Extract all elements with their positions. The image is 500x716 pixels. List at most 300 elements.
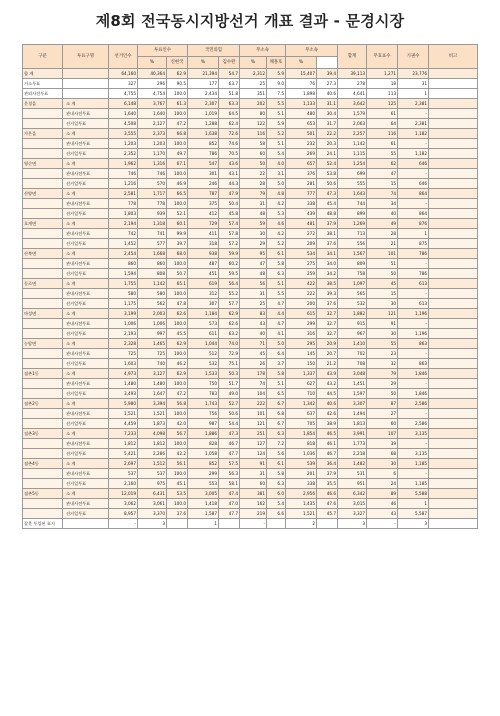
table-cell: 15,407: [286, 69, 317, 79]
table-cell: 1,512: [138, 459, 167, 469]
table-cell: 49: [367, 219, 398, 229]
table-cell: 3,199: [109, 309, 138, 319]
table-cell: 451: [188, 269, 219, 279]
table-cell: 537: [138, 469, 167, 479]
table-cell: 860: [109, 259, 138, 269]
table-cell: 31: [240, 199, 267, 209]
table-cell: [63, 89, 109, 99]
table-cell: 62.9: [167, 369, 188, 379]
table-cell: 5.1: [267, 279, 286, 289]
table-row: [23, 279, 478, 289]
table-cell: [429, 519, 478, 529]
table-cell: 338: [286, 479, 317, 489]
table-cell: 9.0: [267, 79, 286, 89]
table-cell: 729: [188, 219, 219, 229]
table-cell: 1,452: [109, 239, 138, 249]
table-cell: 27: [367, 409, 398, 419]
table-cell: 25: [240, 79, 267, 89]
table-cell: 6.1: [267, 459, 286, 469]
table-cell: 산북면: [23, 249, 63, 259]
table-cell: 1,170: [138, 149, 167, 159]
table-cell: 100.0: [167, 319, 188, 329]
table-cell: 5.1: [267, 139, 286, 149]
table-cell: 34: [367, 199, 398, 209]
table-cell: 관내사전투표: [63, 169, 109, 179]
table-cell: 23,776: [398, 69, 429, 79]
table-cell: 725: [109, 349, 138, 359]
table-row: [23, 239, 478, 249]
table-cell: 124: [240, 449, 267, 459]
table-cell: 5.5: [267, 289, 286, 299]
table-cell: 100.0: [167, 109, 188, 119]
table-cell: 5.0: [267, 179, 286, 189]
table-cell: -: [398, 109, 429, 119]
table-cell: 점촌4동: [23, 459, 63, 469]
table-cell: 2,193: [109, 329, 138, 339]
table-cell: 1,418: [188, 499, 219, 509]
table-cell: 32: [367, 359, 398, 369]
table-row: [23, 289, 478, 299]
table-cell: 47.2: [167, 389, 188, 399]
table-cell: 소 계: [63, 339, 109, 349]
table-cell: 746: [109, 169, 138, 179]
table-cell: 선거일투표: [63, 179, 109, 189]
table-cell: 1,182: [398, 129, 429, 139]
table-cell: 5.3: [267, 209, 286, 219]
table-cell: 57.8: [219, 229, 240, 239]
table-cell: 40: [367, 209, 398, 219]
table-cell: 708: [338, 359, 367, 369]
table-cell: 553: [188, 479, 219, 489]
table-cell: 1,410: [338, 339, 367, 349]
table-cell: 64,160: [109, 69, 138, 79]
table-cell: 200: [286, 299, 317, 309]
table-cell: 539: [286, 459, 317, 469]
table-cell: 1,133: [286, 99, 317, 109]
table-cell: 60: [240, 149, 267, 159]
table-cell: 83: [240, 309, 267, 319]
table-row: [23, 179, 478, 189]
table-cell: 615: [286, 309, 317, 319]
table-cell: [429, 259, 478, 269]
table-cell: -: [398, 469, 429, 479]
table-row: [23, 249, 478, 259]
table-cell: 6.6: [267, 509, 286, 519]
table-cell: [23, 409, 63, 419]
table-cell: 58.1: [219, 479, 240, 489]
table-cell: 1,873: [138, 419, 167, 429]
table-cell: [429, 169, 478, 179]
table-cell: 47.7: [219, 509, 240, 519]
table-row: [23, 259, 478, 269]
table-cell: 47.3: [317, 189, 338, 199]
table-cell: 1,006: [138, 319, 167, 329]
table-cell: 1,603: [109, 359, 138, 369]
table-cell: [429, 189, 478, 199]
table-cell: [429, 129, 478, 139]
table-cell: 422: [286, 279, 317, 289]
table-cell: [429, 509, 478, 519]
header-abstain: 기권수: [398, 45, 429, 69]
table-cell: 852: [188, 139, 219, 149]
table-cell: 296: [138, 79, 167, 89]
table-cell: 51: [367, 259, 398, 269]
table-cell: 55.2: [219, 289, 240, 299]
table-row: [23, 439, 478, 449]
table-cell: 565: [338, 289, 367, 299]
table-cell: 51.7: [219, 379, 240, 389]
table-cell: [429, 199, 478, 209]
table-cell: 62.9: [167, 339, 188, 349]
table-cell: 63.3: [219, 99, 240, 109]
table-cell: 31.7: [317, 119, 338, 129]
table-cell: 60.2: [219, 259, 240, 269]
table-cell: 관내사전투표: [63, 259, 109, 269]
table-cell: 80: [240, 109, 267, 119]
table-cell: 2,194: [109, 219, 138, 229]
table-cell: 42.0: [167, 419, 188, 429]
table-cell: 1,435: [286, 499, 317, 509]
table-cell: 90.5: [167, 79, 188, 89]
table-cell: [429, 149, 478, 159]
table-cell: 1,579: [338, 109, 367, 119]
table-cell: 125: [367, 99, 398, 109]
table-cell: 828: [188, 439, 219, 449]
table-cell: 46.7: [317, 449, 338, 459]
table-cell: [23, 469, 63, 479]
table-cell: 2,312: [240, 69, 267, 79]
table-cell: [429, 179, 478, 189]
table-row: [23, 309, 478, 319]
table-cell: 4.4: [267, 309, 286, 319]
table-cell: 1,480: [138, 379, 167, 389]
table-cell: 91: [240, 459, 267, 469]
table-cell: 501: [286, 129, 317, 139]
table-cell: [429, 329, 478, 339]
table-cell: 40.6: [317, 89, 338, 99]
table-cell: 113: [367, 89, 398, 99]
table-cell: 705: [286, 419, 317, 429]
table-cell: 44.3: [219, 179, 240, 189]
table-cell: 50.4: [219, 199, 240, 209]
table-cell: 호계면: [23, 219, 63, 229]
table-cell: 57.5: [219, 459, 240, 469]
table-cell: 36.4: [317, 459, 338, 469]
table-cell: 987: [188, 419, 219, 429]
table-row: [23, 409, 478, 419]
table-cell: 5.1: [267, 109, 286, 119]
table-cell: 1: [398, 89, 429, 99]
table-cell: 351: [240, 89, 267, 99]
header-electorate: 선거인수: [109, 45, 138, 69]
table-cell: 100.0: [167, 139, 188, 149]
table-cell: 선거일투표: [63, 269, 109, 279]
table-cell: 1: [188, 519, 219, 529]
table-cell: 72.6: [219, 129, 240, 139]
header-sum: 합계: [338, 45, 367, 69]
table-cell: 21.2: [317, 359, 338, 369]
table-cell: 40,364: [138, 69, 167, 79]
table-cell: 29: [367, 379, 398, 389]
table-cell: 3,135: [398, 449, 429, 459]
table-cell: [429, 119, 478, 129]
table-row: [23, 129, 478, 139]
table-cell: 4.2: [267, 229, 286, 239]
table-cell: 30: [367, 459, 398, 469]
table-cell: 55: [367, 339, 398, 349]
table-cell: 5.2: [267, 129, 286, 139]
table-cell: 60: [240, 479, 267, 489]
table-cell: 선거일투표: [63, 299, 109, 309]
table-cell: 1: [398, 229, 429, 239]
table-cell: [23, 139, 63, 149]
table-cell: 746: [138, 169, 167, 179]
table-cell: 63.7: [219, 79, 240, 89]
table-cell: 1,019: [188, 109, 219, 119]
table-cell: 2,003: [138, 309, 167, 319]
table-cell: 3,767: [138, 99, 167, 109]
table-cell: 소 계: [63, 249, 109, 259]
table-cell: 53.8: [317, 169, 338, 179]
table-cell: [429, 459, 478, 469]
table-cell: 소 계: [63, 159, 109, 169]
table-row: [23, 469, 478, 479]
table-cell: 863: [398, 359, 429, 369]
table-cell: 42.6: [317, 409, 338, 419]
table-cell: 68.0: [167, 249, 188, 259]
table-cell: [429, 489, 478, 499]
table-cell: 100.0: [167, 499, 188, 509]
table-cell: 107: [367, 429, 398, 439]
table-cell: 50.6: [317, 179, 338, 189]
table-cell: 6.5: [267, 389, 286, 399]
table-cell: -: [398, 289, 429, 299]
table-cell: 778: [109, 199, 138, 209]
table-cell: 48: [240, 209, 267, 219]
table-cell: 1,482: [338, 459, 367, 469]
table-cell: 1,647: [138, 389, 167, 399]
table-cell: 45.4: [317, 199, 338, 209]
table-cell: 1,142: [138, 279, 167, 289]
table-cell: [429, 469, 478, 479]
table-cell: 1,097: [338, 279, 367, 289]
table-cell: 786: [398, 269, 429, 279]
table-cell: [23, 419, 63, 429]
table-cell: [23, 499, 63, 509]
table-cell: 소 계: [63, 429, 109, 439]
table-cell: 38.5: [317, 279, 338, 289]
table-cell: 162: [240, 499, 267, 509]
table-cell: 선거일투표: [63, 209, 109, 219]
table-cell: 915: [338, 319, 367, 329]
table-cell: 1,567: [338, 249, 367, 259]
table-cell: 2,307: [188, 99, 219, 109]
table-cell: 6,342: [338, 489, 367, 499]
table-cell: 점촌2동: [23, 399, 63, 409]
table-cell: [429, 339, 478, 349]
table-cell: [317, 519, 338, 529]
table-row: [23, 519, 478, 529]
table-cell: 37.6: [317, 299, 338, 309]
table-cell: 46.1: [317, 439, 338, 449]
table-cell: 46.6: [317, 489, 338, 499]
table-cell: 1,271: [367, 69, 398, 79]
table-cell: 42.2: [167, 449, 188, 459]
table-cell: 39.4: [317, 69, 338, 79]
table-cell: 3,015: [338, 499, 367, 509]
table-cell: [63, 79, 109, 89]
table-cell: 47: [240, 259, 267, 269]
table-cell: 64.5: [219, 109, 240, 119]
table-cell: 116: [367, 129, 398, 139]
table-row: [23, 269, 478, 279]
table-cell: [23, 209, 63, 219]
table-cell: [429, 439, 478, 449]
table-cell: 관내사전투표: [63, 349, 109, 359]
table-cell: -: [398, 409, 429, 419]
table-cell: 57.2: [219, 239, 240, 249]
table-cell: 246: [188, 179, 219, 189]
table-cell: 4,754: [138, 89, 167, 99]
table-cell: 74.0: [219, 339, 240, 349]
table-cell: -: [398, 169, 429, 179]
table-cell: 938: [188, 249, 219, 259]
table-cell: [429, 69, 478, 79]
table-cell: 49.0: [219, 389, 240, 399]
table-cell: 100.0: [167, 349, 188, 359]
table-cell: 72.9: [219, 349, 240, 359]
table-cell: 1,175: [109, 299, 138, 309]
table-cell: 338: [286, 199, 317, 209]
table-row: [23, 119, 478, 129]
table-cell: 34.0: [317, 259, 338, 269]
table-cell: 1,318: [138, 219, 167, 229]
table-cell: [429, 229, 478, 239]
table-cell: 관내사전투표: [63, 229, 109, 239]
table-cell: [429, 219, 478, 229]
table-cell: 1,882: [338, 309, 367, 319]
table-cell: 5.9: [267, 119, 286, 129]
table-cell: 24: [367, 479, 398, 489]
header-independent-1: 무소속: [240, 45, 286, 57]
table-cell: 59.9: [219, 249, 240, 259]
table-row: [23, 419, 478, 429]
table-cell: 62.4: [219, 119, 240, 129]
table-cell: 4.8: [267, 189, 286, 199]
table-cell: 222: [240, 399, 267, 409]
table-cell: 50.7: [167, 269, 188, 279]
table-cell: 4.1: [267, 329, 286, 339]
table-cell: 61.3: [167, 99, 188, 109]
table-cell: 232: [286, 139, 317, 149]
table-cell: 동로면: [23, 279, 63, 289]
table-row: [23, 189, 478, 199]
table-cell: 2,328: [109, 339, 138, 349]
table-cell: 2,257: [338, 129, 367, 139]
table-cell: 4,641: [338, 89, 367, 99]
table-cell: 44.5: [317, 389, 338, 399]
table-cell: 선거일투표: [63, 389, 109, 399]
table-cell: 2,381: [398, 99, 429, 109]
table-cell: 4,098: [138, 429, 167, 439]
table-cell: 소 계: [63, 309, 109, 319]
table-row: [23, 369, 478, 379]
table-cell: [429, 379, 478, 389]
table-cell: 481: [286, 219, 317, 229]
table-cell: 777: [286, 189, 317, 199]
table-cell: 가은읍: [23, 129, 63, 139]
table-cell: 202: [240, 99, 267, 109]
table-cell: 2,063: [338, 119, 367, 129]
table-cell: 39.7: [167, 239, 188, 249]
table-cell: 278: [338, 79, 367, 89]
table-cell: 1,254: [338, 159, 367, 169]
table-cell: 758: [338, 269, 367, 279]
table-cell: 808: [138, 269, 167, 279]
table-cell: 1,846: [398, 369, 429, 379]
table-cell: 116: [240, 129, 267, 139]
table-cell: 소 계: [63, 399, 109, 409]
table-cell: 선거일투표: [63, 149, 109, 159]
table-cell: 52.4: [317, 159, 338, 169]
table-cell: 50.6: [219, 409, 240, 419]
table-cell: 3: [138, 519, 167, 529]
table-cell: 3,327: [338, 509, 367, 519]
table-cell: 43: [240, 319, 267, 329]
table-cell: 786: [188, 149, 219, 159]
table-cell: 50.3: [219, 369, 240, 379]
table-cell: [429, 399, 478, 409]
table-cell: 30: [367, 329, 398, 339]
table-cell: 1,494: [338, 409, 367, 419]
table-row: [23, 459, 478, 469]
table-cell: 5.5: [267, 99, 286, 109]
table-row: [23, 379, 478, 389]
table-cell: 8,957: [109, 509, 138, 519]
table-cell: [429, 389, 478, 399]
table-cell: 818: [286, 439, 317, 449]
table-cell: 관내사전투표: [63, 439, 109, 449]
table-cell: 99.9: [167, 229, 188, 239]
header-shin-pct: %: [188, 57, 219, 69]
table-cell: 809: [338, 259, 367, 269]
table-cell: 1,058: [188, 449, 219, 459]
table-cell: 1: [398, 499, 429, 509]
table-cell: 46.5: [317, 429, 338, 439]
table-cell: 4.2: [267, 199, 286, 209]
table-cell: 852: [188, 459, 219, 469]
table-cell: [429, 269, 478, 279]
table-cell: 32.7: [317, 309, 338, 319]
table-cell: -: [398, 319, 429, 329]
table-row: [23, 509, 478, 519]
table-cell: [429, 239, 478, 249]
table-cell: 312: [188, 289, 219, 299]
table-cell: 점촌1동: [23, 369, 63, 379]
table-cell: 38.9: [317, 419, 338, 429]
table-cell: 45.8: [219, 209, 240, 219]
table-cell: 1,182: [398, 149, 429, 159]
table-cell: 50: [367, 389, 398, 399]
table-cell: [63, 519, 109, 529]
table-cell: [429, 449, 478, 459]
table-cell: 76: [286, 79, 317, 89]
table-cell: 778: [138, 199, 167, 209]
table-cell: 37.6: [317, 239, 338, 249]
table-row: [23, 329, 478, 339]
table-cell: 1,196: [398, 329, 429, 339]
table-cell: 3,135: [398, 429, 429, 439]
